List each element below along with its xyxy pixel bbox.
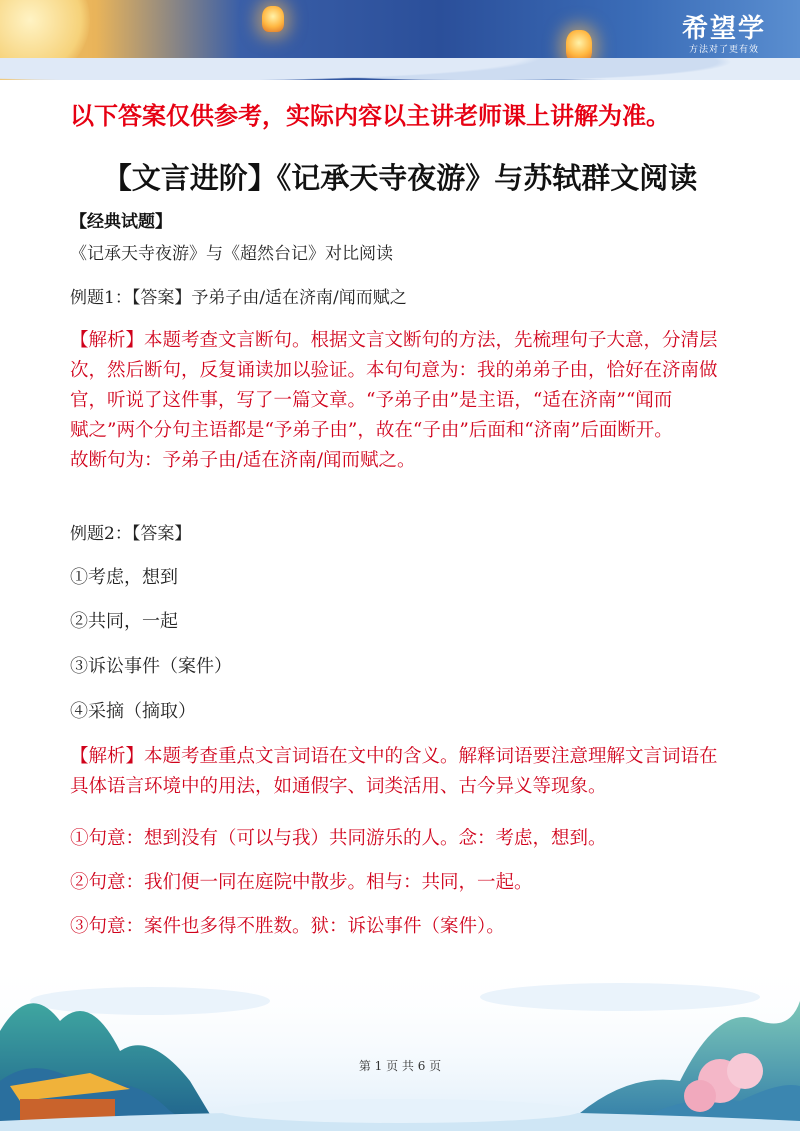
analysis-tag: 【解析】 bbox=[70, 330, 145, 351]
note-line: ①句意：想到没有（可以与我）共同游乐的人。念：考虑，想到。 bbox=[70, 828, 607, 849]
notice-text: 以下答案仅供参考，实际内容以主讲老师课上讲解为准。 bbox=[70, 102, 670, 130]
section-heading: 【经典试题】 bbox=[70, 212, 172, 232]
analysis-text: 本题考查重点文言词语在文中的含义。解释词语要注意理解文言词语在 bbox=[144, 746, 718, 767]
answer-item: ②共同，一起 bbox=[70, 611, 178, 632]
subtitle: 《记承天寺夜游》与《超然台记》对比阅读 bbox=[70, 244, 393, 264]
brand-logo bbox=[682, 14, 766, 56]
question-1-label: 例题1：【答案】 bbox=[70, 288, 192, 308]
analysis-line: 次，然后断句，反复诵读加以验证。本句句意为：我的弟弟子由，恰好在济南做 bbox=[70, 360, 718, 381]
question-1-analysis bbox=[70, 326, 760, 476]
question-2-analysis bbox=[70, 742, 760, 802]
logo-text: 希望学 bbox=[681, 14, 766, 44]
question-2-label: 例题2：【答案】 bbox=[70, 524, 192, 544]
note-line: ③句意：案件也多得不胜数。狱：诉讼事件（案件）。 bbox=[70, 916, 505, 937]
page-title: 【文言进阶】《记承天寺夜游》与苏轼群文阅读 bbox=[102, 161, 698, 195]
landscape-illustration bbox=[0, 961, 800, 1131]
analysis-line: 具体语言环境中的用法，如通假字、词类活用、古今异义等现象。 bbox=[70, 776, 607, 797]
answer-item: ③诉讼事件（案件） bbox=[70, 656, 232, 677]
analysis-line: 故断句为：予弟子由/适在济南/闻而赋之。 bbox=[70, 450, 416, 471]
analysis-line: 官，听说了这件事，写了一篇文章。“予弟子由”是主语，“适在济南”“闻而 bbox=[70, 390, 673, 411]
lantern-icon bbox=[262, 6, 284, 32]
analysis-line bbox=[70, 742, 760, 772]
analysis-line: 赋之”两个分句主语都是“予弟子由”，故在“子由”后面和“济南”后面断开。 bbox=[70, 420, 673, 441]
analysis-text: 本题考查文言断句。根据文言文断句的方法，先梳理句子大意，分清层 bbox=[144, 330, 718, 351]
question-1-answer: 予弟子由/适在济南/闻而赋之 bbox=[191, 288, 407, 308]
page-number: 第 1 页 共 6 页 bbox=[358, 1059, 442, 1073]
logo-slogan: 方法对了更有效 bbox=[688, 45, 759, 55]
cloud-decoration bbox=[0, 58, 800, 80]
answer-item: ①考虑，想到 bbox=[70, 567, 178, 588]
question-1-answer-line bbox=[70, 284, 750, 312]
note-line: ②句意：我们便一同在庭院中散步。相与：共同，一起。 bbox=[70, 872, 533, 893]
header-banner bbox=[0, 0, 800, 80]
analysis-line bbox=[70, 326, 760, 356]
analysis-tag: 【解析】 bbox=[70, 746, 145, 767]
answer-item: ④采摘（摘取） bbox=[70, 701, 196, 722]
footer-scenery bbox=[0, 961, 800, 1131]
